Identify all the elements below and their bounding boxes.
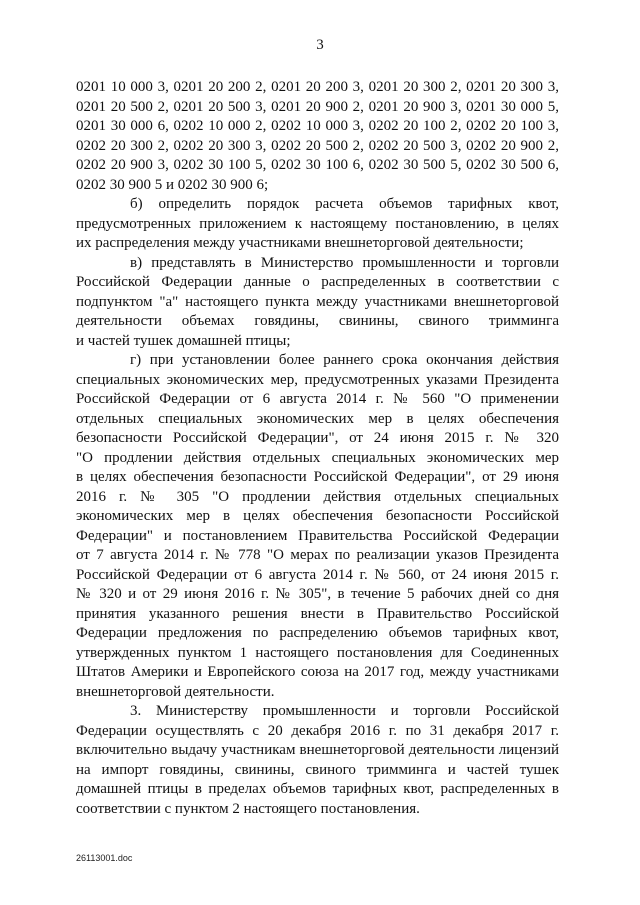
text-line: Федерации осуществлять с 20 декабря 2016 г. по 31 декабря 2017 г. [76, 722, 559, 739]
text-line: Российской Федерации от 6 августа 2014 г. № 560, от 24 июня 2015 г. [76, 566, 559, 583]
text-line: внешнеторговой деятельности. [76, 683, 275, 700]
text-line: в целях обеспечения безопасности Российской Федерации", от 29 июня [76, 469, 559, 485]
text-line: утвержденных пунктом 1 настоящего постановления для Соединенных [76, 644, 559, 661]
text-line: на импорт говядины, свинины, свиного тримминга и частей тушек [76, 761, 559, 778]
text-line: специальных экономических мер, предусмотренных указами Президента [76, 371, 559, 388]
text-line: принятия указанного решения внести в Правительство Российской [76, 605, 559, 622]
text-line: отдельных специальных экономических мер в целях обеспечения [76, 410, 559, 427]
text-line: деятельности объемах говядины, свинины, свиного тримминга [76, 313, 559, 329]
page-number: 3 [316, 37, 324, 53]
text-line: 0201 20 500 2, 0201 20 500 3, 0201 20 900 2, 0201 20 900 3, 0201 30 000 5, [76, 98, 559, 115]
text-line: "О продлении действия отдельных специальных экономических мер [76, 449, 559, 466]
text-line: в) представлять в Министерство промышленности и торговли [130, 254, 559, 271]
text-line: г) при установлении более раннего срока окончания действия [130, 352, 559, 368]
text-line: Федерации предложения по распределению объемов тарифных квот, [76, 625, 559, 641]
text-line: от 7 августа 2014 г. № 778 "О мерах по реализации указов Президента [76, 547, 559, 563]
text-line: 3. Министерству промышленности и торговли Российской [130, 703, 559, 719]
text-line: 0202 20 900 3, 0202 30 100 5, 0202 30 100 6, 0202 30 500 5, 0202 30 500 6, [76, 157, 559, 173]
file-code: 26113001.doc [76, 853, 133, 863]
text-line: 0201 10 000 3, 0201 20 200 2, 0201 20 200 3, 0201 20 300 2, 0201 20 300 3, [76, 79, 559, 95]
text-line: Федерации" и постановлением Правительства Российской Федерации [76, 527, 559, 544]
text-line: 0201 30 000 6, 0202 10 000 2, 0202 10 000 3, 0202 20 100 2, 0202 20 100 3, [76, 118, 559, 134]
text-line: подпунктом "а" настоящего пункта между участниками внешнеторговой [76, 293, 559, 310]
text-line: домашней птицы в пределах объемов тарифных квот, распределенных в [76, 781, 559, 797]
text-line: Российской Федерации данные о распределенных в соответствии с [76, 274, 559, 290]
text-line: Российской Федерации от 6 августа 2014 г. № 560 "О применении [76, 391, 559, 407]
text-line: и частей тушек домашней птицы; [76, 332, 291, 349]
text-line: соответствии с пунктом 2 настоящего постановления. [76, 800, 420, 817]
text-line: 0202 20 300 2, 0202 20 300 3, 0202 20 500 2, 0202 20 500 3, 0202 20 900 2, [76, 137, 559, 154]
text-line: их распределения между участниками внешнеторговой деятельности; [76, 235, 524, 251]
text-line: Штатов Америки и Европейского союза на 2017 год, между участниками [76, 664, 559, 680]
text-line: 0202 30 900 5 и 0202 30 900 6; [76, 176, 269, 193]
text-line: безопасности Российской Федерации", от 24 июня 2015 г. № 320 [76, 430, 559, 446]
text-line: предусмотренных приложением к настоящему постановлению, в целях [76, 215, 559, 232]
text-line: включительно выдачу участникам внешнеторговой деятельности лицензий [76, 742, 559, 758]
text-line: № 320 и от 29 июня 2016 г. № 305", в течение 5 рабочих дней со дня [76, 586, 559, 602]
text-line: 2016 г. № 305 "О продлении действия отдельных специальных [76, 488, 559, 505]
text-line: экономических мер в целях обеспечения безопасности Российской [76, 508, 559, 524]
text-line: б) определить порядок расчета объемов тарифных квот, [130, 196, 559, 212]
